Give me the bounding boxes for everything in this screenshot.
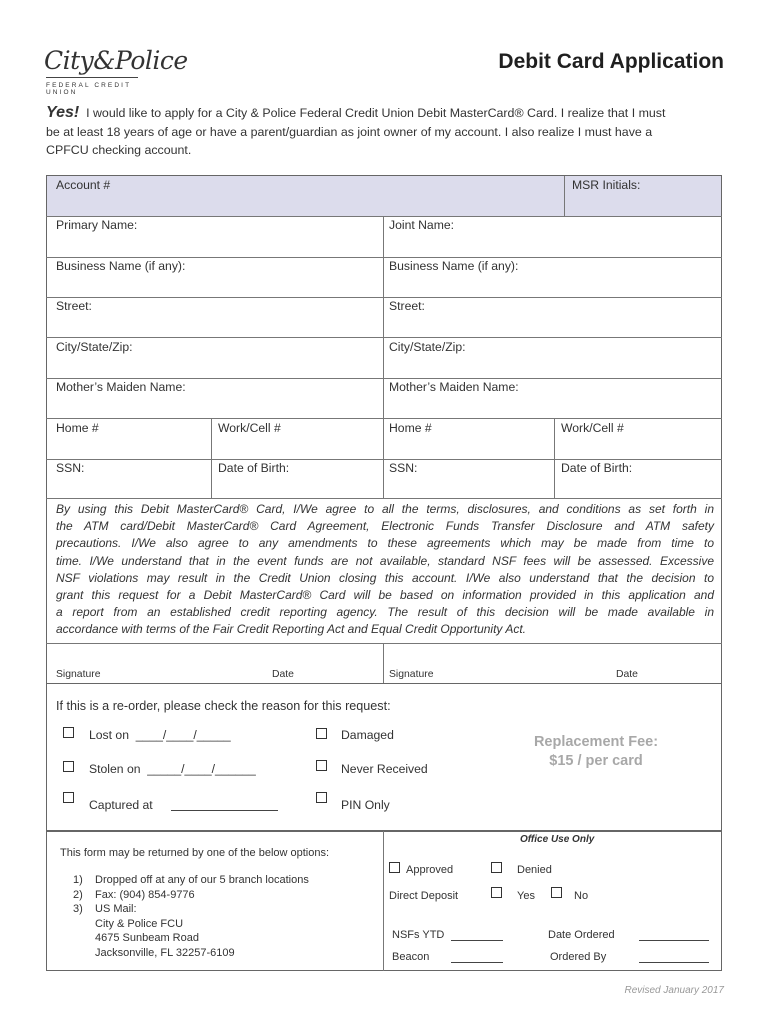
- stolen-on-text: Stolen on: [89, 762, 141, 776]
- lost-date-field[interactable]: ____/____/_____: [135, 728, 231, 742]
- joint-name-field[interactable]: Joint Name:: [389, 218, 455, 232]
- return-option-2: 2) Fax: (904) 854-9776: [73, 888, 195, 901]
- intro-line-1: I would like to apply for a City & Police Federal Credit Union Debit MasterCard® Card. I realize that I must: [86, 106, 666, 120]
- captured-at-label: Captured at: [89, 798, 153, 812]
- nsfs-ytd-field[interactable]: [451, 940, 503, 941]
- joint-mothers-maiden-name-field[interactable]: Mother’s Maiden Name:: [389, 380, 519, 394]
- primary-work-cell-field[interactable]: Work/Cell #: [218, 421, 281, 435]
- date-ordered-field[interactable]: [639, 940, 709, 941]
- joint-home-phone-field[interactable]: Home #: [389, 421, 432, 435]
- ordered-by-label: Ordered By: [550, 951, 607, 963]
- agreement-text: [56, 501, 714, 639]
- revision-date: Revised January 2017: [624, 985, 724, 996]
- never-received-label: Never Received: [341, 762, 428, 776]
- primary-street-field[interactable]: Street:: [56, 299, 92, 313]
- captured-checkbox[interactable]: [63, 792, 74, 803]
- primary-business-name-field[interactable]: Business Name (if any):: [56, 259, 186, 273]
- damaged-checkbox[interactable]: [316, 728, 327, 739]
- primary-home-phone-field[interactable]: Home #: [56, 421, 99, 435]
- address-line: Jacksonville, FL 32257-6109: [95, 946, 235, 959]
- office-use-title: Office Use Only: [520, 834, 595, 845]
- joint-signature-date-field[interactable]: Date: [616, 669, 638, 680]
- primary-name-field[interactable]: Primary Name:: [56, 218, 138, 232]
- agreement-line: the ATM card/Debit MasterCard® Card Agreement, Electronic Funds Transfer Disclosure and ATM safety: [56, 519, 714, 534]
- intro-line-3: CPFCU checking account.: [46, 143, 192, 157]
- agreement-line: time. I/We understand that in the event funds are not available, standard NSF fees will be assessed. Excessive: [56, 553, 714, 568]
- joint-signature-field[interactable]: Signature: [389, 669, 434, 680]
- intro-line-2: be at least 18 years of age or have a parent/guardian as joint owner of my account. I also realize I must have a: [46, 124, 653, 139]
- agreement-line: By using this Debit MasterCard® Card, I/We agree to all the terms, disclosures, and conditions as set forth in: [56, 502, 714, 516]
- direct-deposit-yes-label: Yes: [517, 890, 535, 902]
- stolen-date-field[interactable]: _____/____/______: [147, 762, 256, 776]
- direct-deposit-no-label: No: [574, 890, 589, 902]
- beacon-label: Beacon: [392, 951, 430, 963]
- lost-on-text: Lost on: [89, 728, 129, 742]
- captured-at-line[interactable]: [171, 810, 278, 811]
- primary-signature-date-field[interactable]: Date: [272, 669, 294, 680]
- yes-label: Yes!: [46, 104, 80, 121]
- logo-wordmark: City&Police: [44, 46, 188, 75]
- lost-on-label: [89, 728, 231, 742]
- damaged-label: Damaged: [341, 728, 394, 742]
- primary-signature-field[interactable]: Signature: [56, 669, 101, 680]
- direct-deposit-label: Direct Deposit: [389, 890, 459, 902]
- mailing-address: [73, 917, 309, 961]
- primary-city-state-zip-field[interactable]: City/State/Zip:: [56, 340, 133, 354]
- joint-ssn-field[interactable]: SSN:: [389, 461, 418, 475]
- joint-work-cell-field[interactable]: Work/Cell #: [561, 421, 624, 435]
- return-options-list: [73, 873, 309, 960]
- pin-only-checkbox[interactable]: [316, 792, 327, 803]
- replacement-fee-amount: $15 / per card: [549, 753, 643, 769]
- joint-dob-field[interactable]: Date of Birth:: [561, 461, 633, 475]
- intro-text: [46, 104, 736, 160]
- agreement-line: NSF violations may result in the Credit Union closing this account. I/We also understand that the decision to: [56, 570, 714, 585]
- approved-label: Approved: [406, 864, 454, 876]
- pin-only-label: PIN Only: [341, 798, 390, 812]
- logo-underline: [46, 77, 138, 78]
- logo-subtitle: FEDERAL CREDIT UNION: [46, 82, 132, 96]
- approved-checkbox[interactable]: [389, 862, 400, 873]
- primary-ssn-field[interactable]: SSN:: [56, 461, 85, 475]
- never-received-checkbox[interactable]: [316, 760, 327, 771]
- agreement-line: precautions. I/We also agree to any amendments to these agreements which may be made from time to: [56, 536, 714, 551]
- joint-city-state-zip-field[interactable]: City/State/Zip:: [389, 340, 466, 354]
- account-number-field[interactable]: Account #: [56, 178, 111, 192]
- direct-deposit-yes-checkbox[interactable]: [491, 887, 502, 898]
- beacon-field[interactable]: [451, 962, 503, 963]
- denied-label: Denied: [517, 864, 552, 876]
- return-option-3: 3) US Mail:: [73, 903, 137, 915]
- primary-dob-field[interactable]: Date of Birth:: [218, 461, 290, 475]
- replacement-fee-title: Replacement Fee:: [533, 734, 659, 750]
- page-title: Debit Card Application: [498, 50, 724, 73]
- joint-business-name-field[interactable]: Business Name (if any):: [389, 259, 519, 273]
- address-line: City & Police FCU: [95, 917, 184, 930]
- denied-checkbox[interactable]: [491, 862, 502, 873]
- replacement-fee: [518, 733, 674, 771]
- agreement-line: accordance with terms of the Fair Credit Reporting Act and Equal Credit Opportunity Act.: [56, 622, 526, 637]
- agreement-line: grant this request for a Debit MasterCard® Card will be based on information provided in this application and: [56, 588, 714, 603]
- address-line: 4675 Sunbeam Road: [95, 932, 199, 944]
- return-options-intro: This form may be returned by one of the below options:: [60, 847, 330, 859]
- direct-deposit-no-checkbox[interactable]: [551, 887, 562, 898]
- primary-mothers-maiden-name-field[interactable]: Mother’s Maiden Name:: [56, 380, 186, 394]
- lost-checkbox[interactable]: [63, 727, 74, 738]
- stolen-checkbox[interactable]: [63, 761, 74, 772]
- stolen-on-label: [89, 762, 256, 776]
- date-ordered-label: Date Ordered: [548, 929, 615, 941]
- agreement-line: a report from an established credit reporting agency. The result of this decision will be made available in: [56, 605, 714, 620]
- return-option-1: 1) Dropped off at any of our 5 branch locations: [73, 874, 309, 886]
- msr-initials-field[interactable]: MSR Initials:: [572, 178, 641, 192]
- logo: [44, 46, 188, 96]
- ordered-by-field[interactable]: [639, 962, 709, 963]
- reorder-prompt: If this is a re-order, please check the reason for this request:: [56, 699, 391, 713]
- nsfs-ytd-label: NSFs YTD: [392, 929, 445, 941]
- joint-street-field[interactable]: Street:: [389, 299, 425, 313]
